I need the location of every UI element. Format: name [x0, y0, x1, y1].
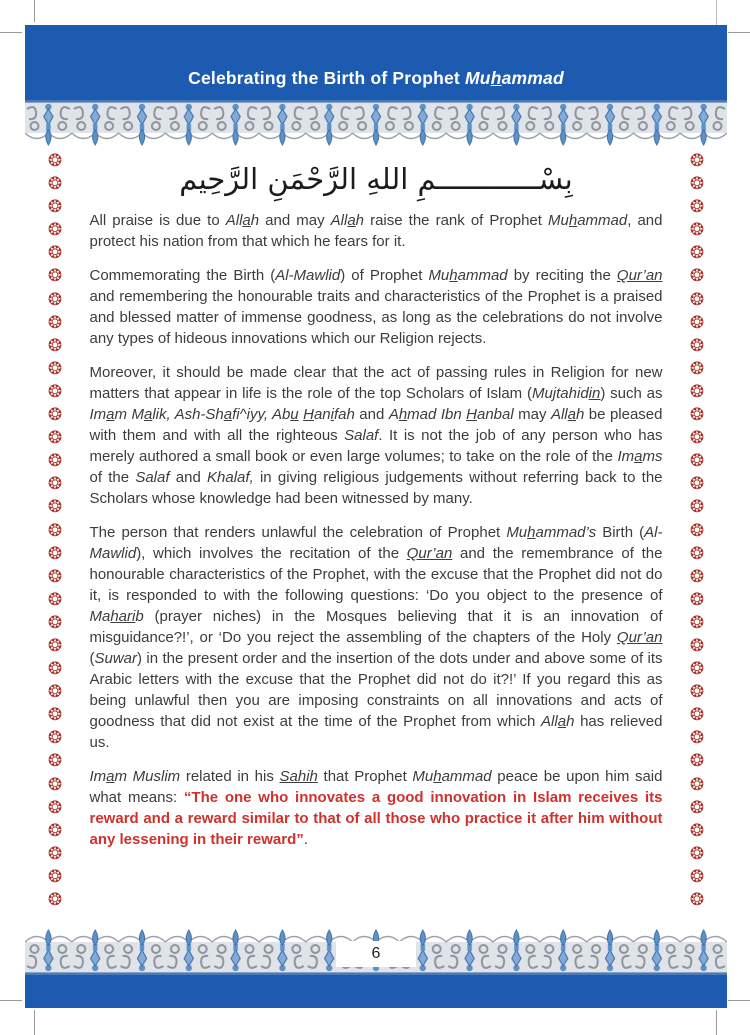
document-page [25, 25, 727, 1008]
crop-mark-top-left-vertical [34, 0, 35, 22]
ornament-band-top [25, 100, 727, 148]
paragraph-hadith-quote: Imam Muslim related in his Sahih that Prophet Muhammad peace be upon him said what means: “The one who innovates a good innovation in Islam receives its reward and a reward similar to that of all those who practice it after him without any lessening in their reward”. [89, 768, 663, 848]
paragraph-scholars-role: Moreover, it should be made clear that the act of passing rules in Religion for new matters that appear in life is the role of the top Scholars of Islam (Mujtahidin) such as Imam Malik, Ash-Shafi^iyy, Abu Hanifah and Ahmad Ibn Hanbal may Allah be pleased with them and with all the righteous Salaf. It is not the job of any person who has merely authored a small book or even large volumes; to take on the role of the Imams of the Salaf and Khalaf, in giving religious judgements without referring back to the Scholars whose knowledge had been witnessed by many. [89, 364, 663, 507]
paragraph-response-questions: The person that renders unlawful the celebration of Prophet Muhammad’s Birth (Al-Mawlid), which involves the recitation of the Qur’an and the remembrance of the honourable characteristics of the Prophet, with the excuse that the Prophet did not do it, is responded to with the following questions: ‘Do you object to the presence of Maharib (prayer niches) in the Mosques believing that it is an innovation of misguidance?!’, or ‘Do you reject the assembling of the chapters of the Holy Qur’an (Suwar) in the present order and the insertion of the dots under and above some of its Arabic letters with the excuse that the Prophet did not do it?!’ If you regard this as being unlawful then you are imposing constraints on all innovations and acts of goodness that did not exist at the time of the Prophet from which Allah has relieved us. [89, 524, 663, 751]
crop-mark-top-left-horizontal [0, 32, 22, 33]
body-text-column [90, 210, 663, 850]
paragraph-opening-praise: All praise is due to Allah and may Allah raise the rank of Prophet Muhammad, and protect his nation from that which he fears for it. [89, 212, 663, 250]
crop-mark-bottom-right-horizontal [728, 1000, 750, 1001]
page-title: Celebrating the Birth of Prophet Muhammad [188, 68, 564, 88]
crop-mark-bottom-left-vertical [34, 1010, 35, 1035]
ornament-chain-left: ❂ ❂ ❂ ❂ ❂ ❂ ❂ ❂ ❂ ❂ ❂ ❂ ❂ ❂ ❂ ❂ ❂ ❂ ❂ ❂ ❂ ❂ ❂ ❂ ❂ ❂ ❂ ❂ ❂ ❂ ❂ ❂ ❂ [47, 151, 63, 909]
header-bar [25, 25, 727, 100]
paragraph-commemorating-mawlid: Commemorating the Birth (Al-Mawlid) of Prophet Muhammad by reciting the Qur’an and remembering the honourable traits and characteristics of the Prophet is a praised and blessed matter of immense goodness, as long as the celebrations do not involve any types of hideous innovations which our Religion rejects. [89, 267, 663, 347]
page-number: 6 [336, 941, 416, 967]
crop-mark-bottom-left-horizontal [0, 1000, 22, 1001]
bismillah-calligraphy: بِسْــــــــــــمِ اللهِ الرَّحْمَنِ الرَّحِيم [179, 162, 573, 196]
page-body [25, 148, 727, 927]
ornament-chain-right: ❂ ❂ ❂ ❂ ❂ ❂ ❂ ❂ ❂ ❂ ❂ ❂ ❂ ❂ ❂ ❂ ❂ ❂ ❂ ❂ ❂ ❂ ❂ ❂ ❂ ❂ ❂ ❂ ❂ ❂ ❂ ❂ ❂ [689, 151, 705, 909]
crop-mark-bottom-right-vertical [716, 1010, 717, 1035]
crop-mark-top-right-horizontal [728, 32, 750, 33]
footer-bar [25, 975, 727, 1008]
